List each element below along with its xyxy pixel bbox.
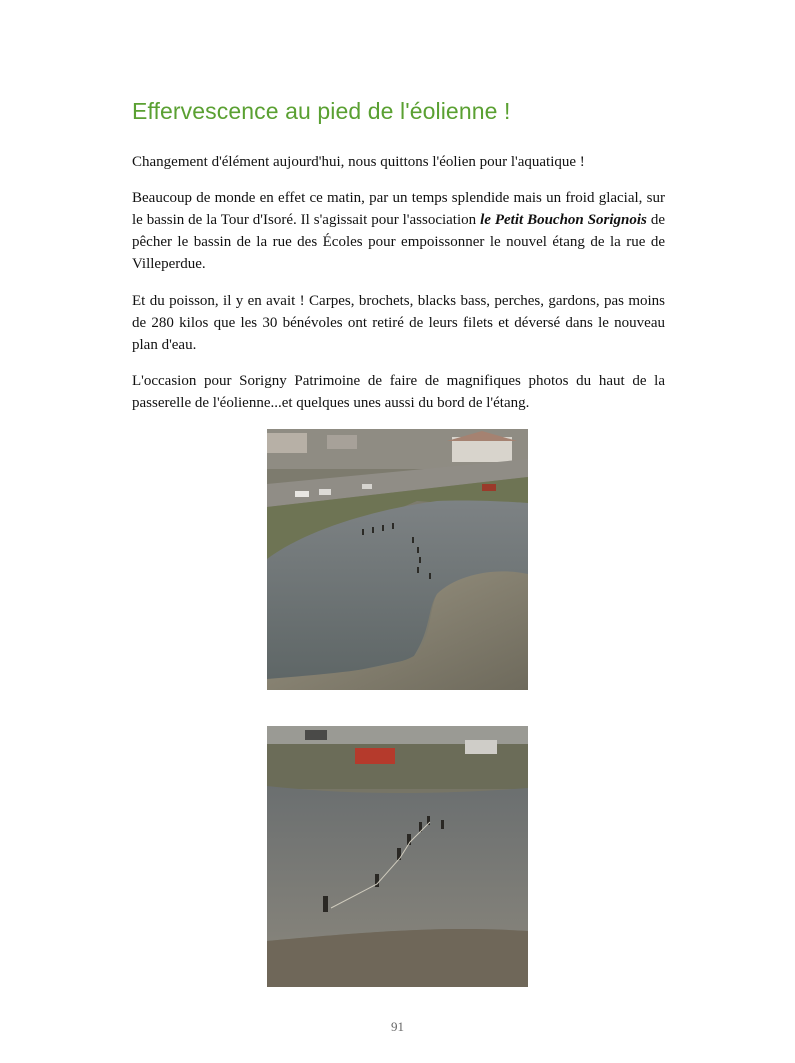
paragraph-fish: Et du poisson, il y en avait ! Carpes, brochets, blacks bass, perches, gardons, pas moins de 280 kilos que les 30 bénévoles ont retiré de leurs filets et déversé dans le nouveau plan d'eau. xyxy=(132,293,665,353)
paragraph-event-text-end: de pêcher le bassin de la rue des Écoles pour empoissonner le nouvel étang de la rue de Villeperdue. xyxy=(132,212,665,272)
aerial-photo-pond xyxy=(267,429,528,690)
association-name: le Petit Bouchon Sorignois xyxy=(480,212,647,228)
paragraph-intro: Changement d'élément aujourd'hui, nous quittons l'éolien pour l'aquatique ! xyxy=(132,154,585,170)
page-number: 91 xyxy=(391,1019,404,1034)
photo-pond-fishing xyxy=(267,726,528,987)
paragraph-event-text-start: Beaucoup de monde en effet ce matin, par un temps splendide mais un froid glacial, sur le bassin de la Tour d'Isoré. Il s'agissait pour l'association xyxy=(132,190,665,228)
page-title: Effervescence au pied de l'éolienne ! xyxy=(132,98,511,124)
paragraph-photos: L'occasion pour Sorigny Patrimoine de faire de magnifiques photos du haut de la passerelle de l'éolienne...et quelques unes aussi du bord de l'étang. xyxy=(132,373,665,411)
paragraph-event xyxy=(132,187,665,275)
